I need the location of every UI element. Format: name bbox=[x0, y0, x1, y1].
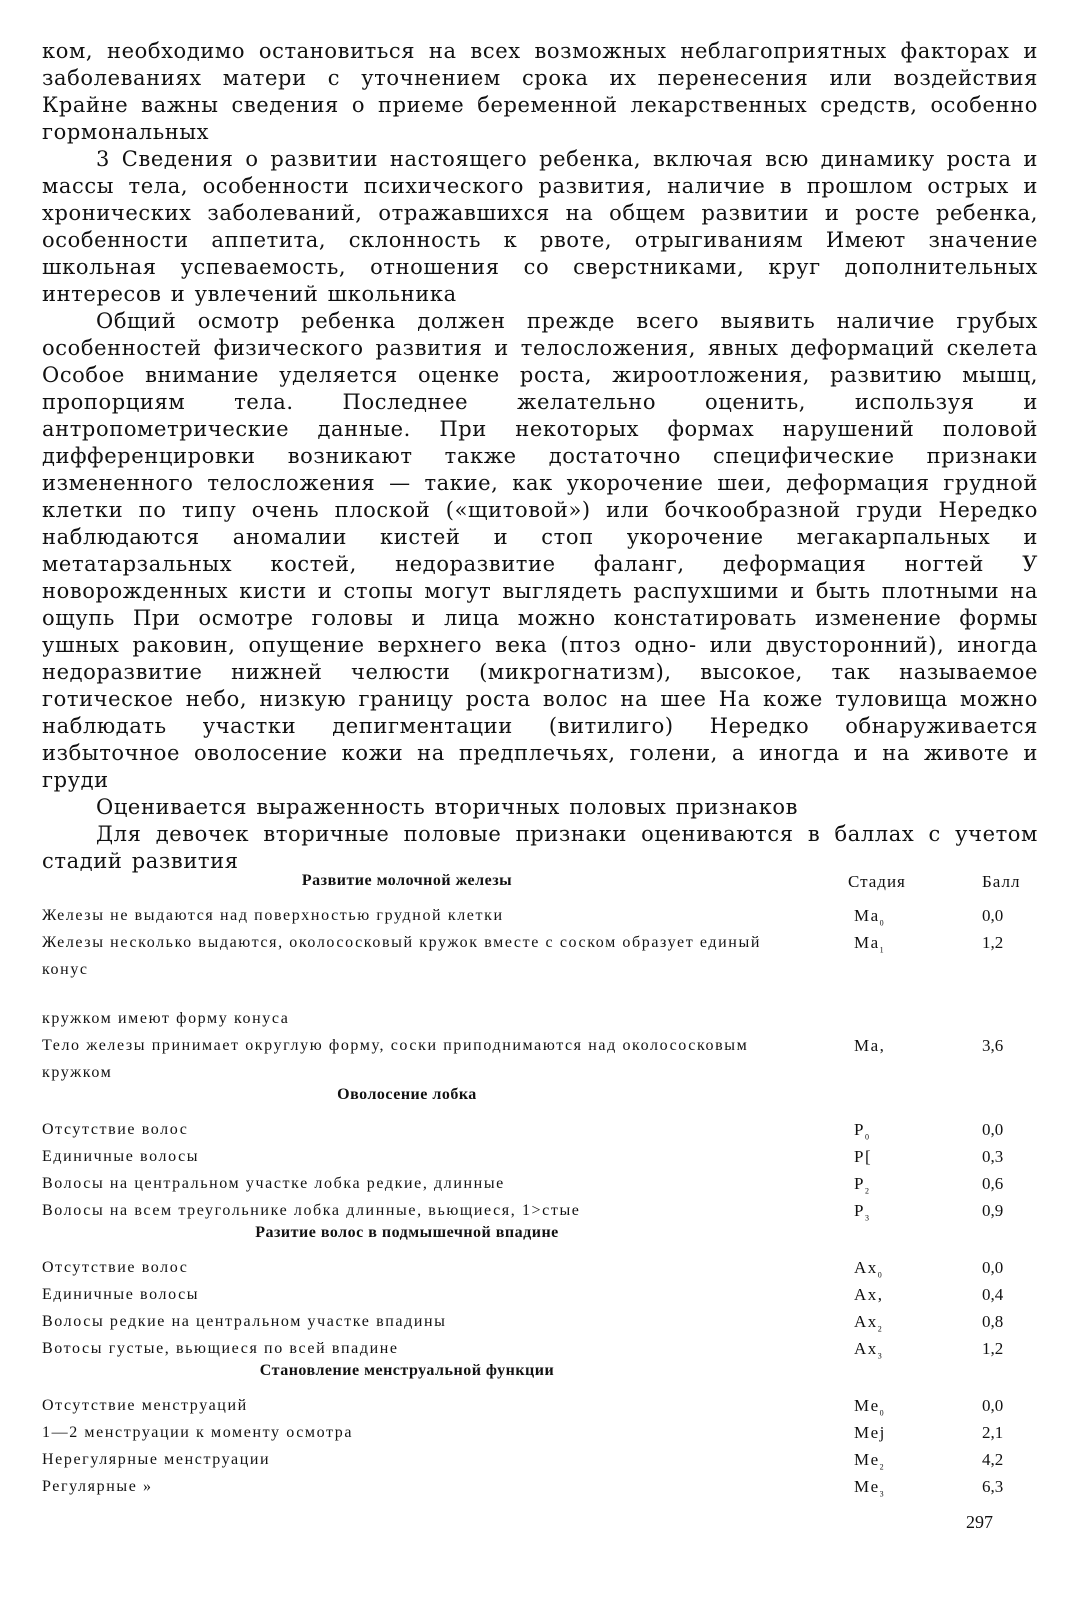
table-row bbox=[42, 1446, 1038, 1473]
section-axillary bbox=[42, 1254, 1038, 1362]
column-header-stage: Стадия bbox=[848, 872, 906, 891]
row-score: 4,2 bbox=[982, 1450, 1004, 1469]
stage-subscript: 0 bbox=[879, 1408, 886, 1418]
stage-code: Ax bbox=[854, 1339, 878, 1358]
stage-code: Me bbox=[854, 1477, 880, 1496]
row-description: Отсутствие волос bbox=[42, 1259, 189, 1276]
row-score: 1,2 bbox=[982, 1339, 1004, 1358]
row-description: Регулярные » bbox=[42, 1478, 153, 1495]
paragraph: Общий осмотр ребенка должен прежде всего выявить наличие грубых особенностей физического развития и телосложения, явных деформаций скелета Особое внимание уделяется оценке роста, жироотложения, развитию мышц, пропорциям тела. Последнее желательно оценить, используя и антропометрические данные. При некоторых формах нарушений половой дифференцировки возникают также достаточно специфические признаки измененного телосложения — такие, как укорочение шеи, деформация грудной клетки по типу очень плоской («щитовой») или бочкообразной груди Нередко наблюдаются аномалии кистей и стоп укорочение мегакарпальных и метатарзальных костей, недоразвитие фаланг, деформация ногтей У новорожденных кисти и стопы могут выглядеть распухшими и быть плотными на ощупь При осмотре головы и лица можно констатировать изменение формы ушных раковин, опущение верхнего века (птоз одно- или двусторонний), иногда недоразвитие нижней челюсти (микрогнатизм), высокое, так называемое готическое небо, низкую границу роста волос на шее На коже туловища можно наблюдать участки депигментации (витилиго) Нередко обнаруживается избыточное оволосение кожи на предплечьях, голени, а иногда и на животе и груди bbox=[42, 309, 1038, 792]
stage-code: Ax, bbox=[854, 1285, 884, 1304]
table-row bbox=[42, 1143, 1038, 1170]
row-description: Отсутствие волос bbox=[42, 1121, 189, 1138]
stage-subscript: 2 bbox=[879, 1462, 886, 1472]
row-description: Тело железы принимает округлую форму, соски приподнимаются над околососковым кружком bbox=[42, 1037, 749, 1081]
row-description: Железы не выдаются над поверхностью грудной клетки bbox=[42, 907, 504, 924]
table-header bbox=[42, 872, 1038, 902]
stage-subscript: 0 bbox=[864, 1132, 871, 1142]
row-score: 0,4 bbox=[982, 1285, 1004, 1304]
paragraph: Оценивается выраженность вторичных половых признаков bbox=[96, 795, 799, 819]
table-row bbox=[42, 902, 1038, 929]
stage-subscript: 3 bbox=[864, 1213, 871, 1223]
column-header-ball: Балл bbox=[982, 872, 1021, 891]
stage-code: Ma, bbox=[854, 1036, 886, 1055]
row-score: 6,3 bbox=[982, 1477, 1004, 1496]
stage-code: Ax bbox=[854, 1258, 878, 1277]
table-row bbox=[42, 1473, 1038, 1500]
row-description: Отсутствие менструаций bbox=[42, 1397, 248, 1414]
row-score: 0,0 bbox=[982, 906, 1004, 925]
section-title: Развитие молочной железы bbox=[301, 872, 513, 889]
row-description: Волосы на всем треугольнике лобка длинные, вьющиеся, 1>стые bbox=[42, 1202, 581, 1219]
stage-code: Me bbox=[854, 1396, 880, 1415]
stage-subscript: 2 bbox=[877, 1324, 884, 1334]
row-score: 0,0 bbox=[982, 1120, 1004, 1139]
stage-subscript: 0 bbox=[879, 918, 886, 928]
table-row bbox=[42, 1335, 1038, 1362]
section-title: Становление менструальной функции bbox=[259, 1362, 555, 1379]
table-row bbox=[42, 1254, 1038, 1281]
row-score: 0,0 bbox=[982, 1258, 1004, 1277]
table-row bbox=[42, 1392, 1038, 1419]
row-description: Волосы редкие на центральном участке впадины bbox=[42, 1313, 447, 1330]
body-text bbox=[42, 38, 1038, 875]
row-stage bbox=[854, 1032, 934, 1066]
row-score: 0,0 bbox=[982, 1396, 1004, 1415]
row-score: 3,6 bbox=[982, 1036, 1004, 1055]
stage-subscript: 2 bbox=[864, 1186, 871, 1196]
section-menstrual bbox=[42, 1392, 1038, 1500]
row-score: 0,3 bbox=[982, 1147, 1004, 1166]
table-row bbox=[42, 1308, 1038, 1335]
stage-code: Me bbox=[854, 1450, 880, 1469]
stage-subscript: 1 bbox=[879, 945, 886, 955]
stage-code: Mej bbox=[854, 1423, 886, 1442]
stage-subscript: 0 bbox=[877, 1270, 884, 1280]
paragraph: 3 Сведения о развитии настоящего ребенка, включая всю динамику роста и массы тела, особенности психического развития, наличие в прошлом острых и хронических заболеваний, отражавшихся на общем развитии и росте ребенка, особенности аппетита, склонность к рвоте, отрыгиваниям Имеют значение школьная успеваемость, отношения со сверстниками, круг дополнительных интересов и увлечений школьника bbox=[42, 147, 1038, 306]
section-pubic bbox=[42, 1116, 1038, 1224]
section-header bbox=[42, 1086, 1038, 1116]
stage-code: P bbox=[854, 1120, 865, 1139]
page-number: 297 bbox=[966, 1512, 993, 1532]
table-row bbox=[42, 929, 1038, 983]
row-description: Железы несколько выдаются, околососковый кружок вместе с соском образует единый конус bbox=[42, 934, 761, 978]
section-title: Разитие волос в подмышечной впадине bbox=[255, 1224, 559, 1241]
stage-subscript: 3 bbox=[879, 1489, 886, 1499]
table-row bbox=[42, 1281, 1038, 1308]
row-stage bbox=[854, 1473, 934, 1507]
stage-code: Ma bbox=[854, 906, 880, 925]
row-stage bbox=[854, 929, 934, 963]
row-score: 2,1 bbox=[982, 1423, 1004, 1442]
section-header bbox=[42, 1224, 1038, 1254]
stage-code: P bbox=[854, 1174, 865, 1193]
row-score: 0,9 bbox=[982, 1201, 1004, 1220]
table-row bbox=[42, 983, 1038, 1005]
row-description: кружком имеют форму конуса bbox=[42, 1010, 290, 1027]
row-description: Единичные волосы bbox=[42, 1286, 200, 1303]
paragraph: Для девочек вторичные половые признаки оцениваются в баллах с учетом стадий развития bbox=[42, 822, 1038, 873]
paragraph: ком, необходимо остановиться на всех возможных неблагоприятных факторах и заболеваниях матери с уточнением срока их перенесения или воздействия Крайне важны сведения о приеме беременной лекарственных средств, особенно гормональных bbox=[42, 39, 1038, 144]
table-row bbox=[42, 1197, 1038, 1224]
table-row bbox=[42, 1170, 1038, 1197]
table-row bbox=[42, 1005, 1038, 1032]
row-description: Нерегулярные менструации bbox=[42, 1451, 271, 1468]
table-row bbox=[42, 1419, 1038, 1446]
row-description: Вотосы густые, вьющиеся по всей впадине bbox=[42, 1340, 399, 1357]
row-score: 0,6 bbox=[982, 1174, 1004, 1193]
stage-table bbox=[42, 872, 1038, 1500]
stage-code: P bbox=[854, 1201, 865, 1220]
row-description: 1—2 менструации к моменту осмотра bbox=[42, 1424, 354, 1441]
row-description: Волосы на центральном участке лобка редкие, длинные bbox=[42, 1175, 505, 1192]
stage-code: Ma bbox=[854, 933, 880, 952]
table-row bbox=[42, 1116, 1038, 1143]
stage-code: P[ bbox=[854, 1147, 873, 1166]
stage-code: Ax bbox=[854, 1312, 878, 1331]
row-score: 0,8 bbox=[982, 1312, 1004, 1331]
section-header bbox=[42, 1362, 1038, 1392]
section-breast bbox=[42, 902, 1038, 1086]
table-row bbox=[42, 1032, 1038, 1086]
row-score: 1,2 bbox=[982, 933, 1004, 952]
stage-subscript: 3 bbox=[877, 1351, 884, 1361]
section-title: Оволосение лобка bbox=[337, 1086, 477, 1103]
row-description: Единичные волосы bbox=[42, 1148, 200, 1165]
